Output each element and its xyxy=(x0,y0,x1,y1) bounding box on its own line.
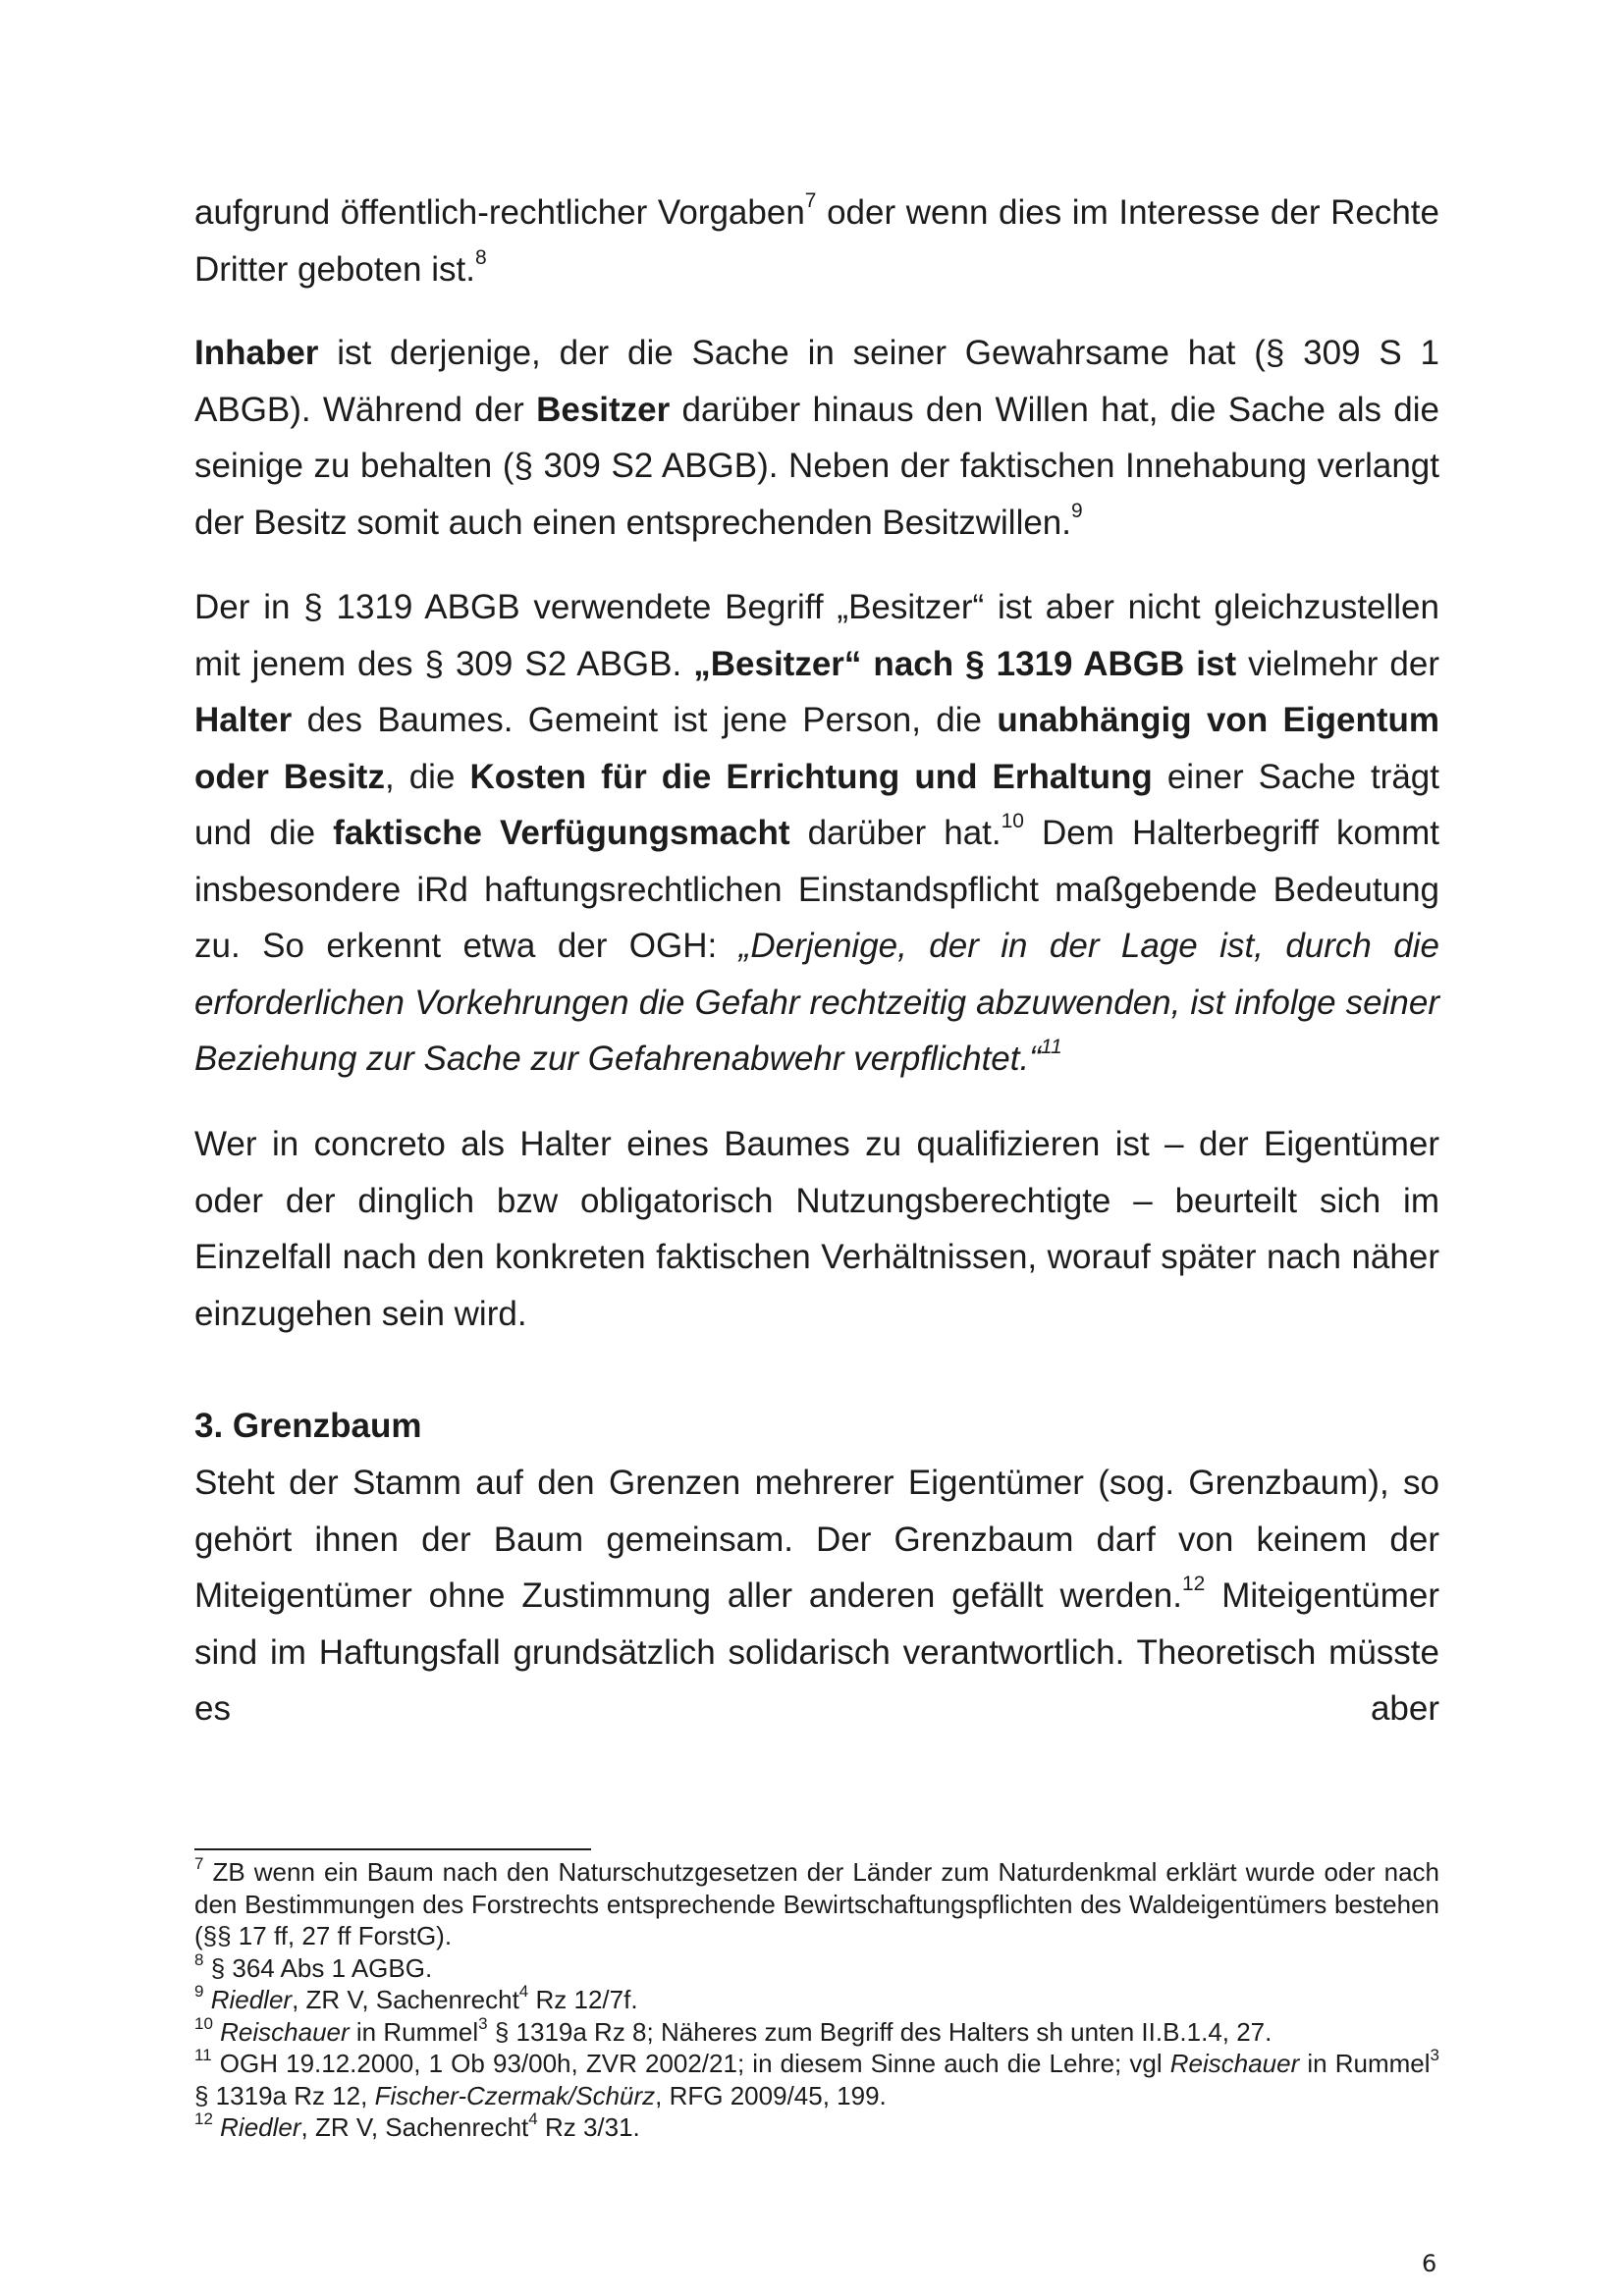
footnote-number: 12 xyxy=(194,2109,213,2128)
footnote-number: 7 xyxy=(194,1854,204,1873)
edition-number: 3 xyxy=(1430,2046,1440,2064)
footnote-11 xyxy=(194,2048,1439,2111)
footnote-text: , RFG 2009/45, 199. xyxy=(655,2080,887,2110)
paragraph-text: darüber hinaus den Willen hat, die Sache als die seinige zu behalten (§ 309 S2 ABGB). Neben der faktischen Innehabung verlangt der Besitz somit auch einen entsprechenden Besitzwillen. xyxy=(194,390,1439,542)
term-inhaber: Inhaber xyxy=(194,334,319,372)
paragraph-text: Miteigentümer sind im Haftungsfall grundsätzlich solidarisch verantwortlich. Theoretisch müsste es aber xyxy=(194,1576,1440,1728)
paragraph-text: Der in § 1319 ABGB verwendete Begriff „Besitzer“ ist aber nicht gleichzustellen mit jenem des § 309 S2 ABGB. xyxy=(194,588,1439,683)
paragraph-text: einer Sache trägt und die xyxy=(194,757,1439,852)
ogh-quote: „Derjenige, der in der Lage ist, durch die erforderlichen Vorkehrungen die Gefahr rechtzeitig abzuwenden, ist infolge seiner Beziehung zur Sache zur Gefahrenabwehr verpflichtet.“ xyxy=(194,927,1439,1078)
paragraph-text: darüber hat. xyxy=(789,814,1001,852)
edition-number: 4 xyxy=(528,2109,538,2128)
term-halter: Halter xyxy=(194,701,293,739)
footnote-text: Rz 12/7f. xyxy=(528,1985,638,2014)
footnote-10 xyxy=(194,2013,1439,2049)
paragraph-grenzbaum xyxy=(194,1455,1439,1737)
bold-kosten: Kosten für die Errichtung und Erhaltung xyxy=(469,757,1153,796)
footnote-number: 11 xyxy=(194,2046,212,2064)
footnote-text: in Rummel xyxy=(349,2016,479,2047)
footnote-text: in Rummel xyxy=(1299,2049,1431,2078)
footnote-ref-8[interactable]: 8 xyxy=(474,245,487,269)
footnote-text: Rz 3/31. xyxy=(537,2112,640,2142)
section-heading: 3. Grenzbaum xyxy=(194,1407,422,1445)
edition-number: 4 xyxy=(518,1982,529,2001)
edition-number: 3 xyxy=(478,2013,488,2033)
paragraph-text: oder wenn dies im Interesse der Rechte Dritter geboten ist. xyxy=(194,193,1439,289)
paragraph-text: des Baumes. Gemeint ist jene Person, die xyxy=(292,701,998,739)
footnote-text: , ZR V, Sachenrecht xyxy=(300,2112,529,2142)
footnote-separator xyxy=(194,1848,591,1850)
footnote-8 xyxy=(194,1949,1439,1985)
footnote-12 xyxy=(194,2111,1439,2144)
footnote-author: Reischauer xyxy=(1169,2049,1300,2078)
footnote-text: § 1319a Rz 12, xyxy=(194,2080,375,2110)
footnote-text: , ZR V, Sachenrecht xyxy=(292,1985,519,2014)
footnote-author: Riedler xyxy=(210,1985,293,2014)
footnote-number: 9 xyxy=(194,1982,204,2001)
footnote-text: § 364 Abs 1 AGBG. xyxy=(203,1952,433,1983)
section-heading-container xyxy=(194,1398,1439,1455)
bold-unabhaengig: unabhängig von Eigentum oder Besitz xyxy=(194,701,1439,796)
paragraph-inhaber xyxy=(194,325,1439,551)
paragraph-text: Steht der Stamm auf den Grenzen mehrerer Eigentümer (sog. Grenzbaum), so gehört ihnen der Baum gemeinsam. Der Grenzbaum darf von keinem der Miteigentümer ohne Zustimmung aller anderen gefällt werden. xyxy=(194,1464,1439,1615)
bold-besitzer-1319: „Besitzer“ nach § 1319 ABGB ist xyxy=(693,644,1237,683)
paragraph-continuation xyxy=(194,185,1439,297)
footnote-author: Fischer-Czermak/Schürz xyxy=(374,2080,656,2110)
paragraph-concreto xyxy=(194,1116,1439,1342)
footnote-7 xyxy=(194,1856,1439,1952)
paragraph-text: , die xyxy=(384,757,470,796)
footnote-author: Reischauer xyxy=(220,2016,350,2047)
footnote-text: § 1319a Rz 8; Näheres zum Begriff des Halters sh unten II.B.1.4, 27. xyxy=(487,2016,1272,2047)
footnote-ref-12[interactable]: 12 xyxy=(1182,1573,1206,1595)
footnote-text: OGH 19.12.2000, 1 Ob 93/00h, ZVR 2002/21; in diesem Sinne auch die Lehre; vgl xyxy=(211,2049,1170,2078)
paragraph-text: Wer in concreto als Halter eines Baumes zu qualifizieren ist – der Eigentümer oder der dinglich bzw obligatorisch Nutzungsberechtigte – beurteilt sich im Einzelfall nach den konkreten faktischen Verhältnissen, worauf später nach näher einzugehen sein wird. xyxy=(194,1125,1439,1333)
footnote-text: ZB wenn ein Baum nach den Naturschutzgesetzen der Länder zum Naturdenkmal erklärt wurde oder nach den Bestimmungen des Forstrechts entsprechende Bewirtschaftungspflichten des Waldeigentümers bestehen (§§ 17 ff, 27 ff ForstG). xyxy=(194,1857,1439,1950)
footnote-ref-7[interactable]: 7 xyxy=(804,189,817,212)
term-besitzer: Besitzer xyxy=(536,390,671,429)
footnote-ref-10[interactable]: 10 xyxy=(1001,810,1024,832)
paragraph-text: vielmehr der xyxy=(1236,644,1440,683)
paragraph-text: ist derjenige, der die Sache in seiner Gewahrsame hat (§ 309 S 1 ABGB). Während der xyxy=(194,334,1439,429)
page-number: 6 xyxy=(1422,2250,1437,2277)
footnote-author: Riedler xyxy=(220,2112,301,2142)
footnote-ref-11[interactable]: 11 xyxy=(1040,1036,1062,1058)
footnotes xyxy=(194,1856,1439,2144)
paragraph-halter xyxy=(194,579,1439,1088)
paragraph-text: Dem Halterbegriff kommt insbesondere iRd haftungsrechtlichen Einstandspflicht maßgebende Bedeutung zu. So erkennt etwa der OGH: xyxy=(194,814,1439,965)
footnote-9 xyxy=(194,1984,1439,2016)
footnote-number: 10 xyxy=(194,2013,213,2033)
footnote-number: 8 xyxy=(194,1949,204,1969)
paragraph-text: aufgrund öffentlich-rechtlicher Vorgaben xyxy=(194,193,805,232)
footnote-ref-9[interactable]: 9 xyxy=(1071,499,1083,522)
bold-verfuegungsmacht: faktische Verfügungsmacht xyxy=(333,814,790,852)
